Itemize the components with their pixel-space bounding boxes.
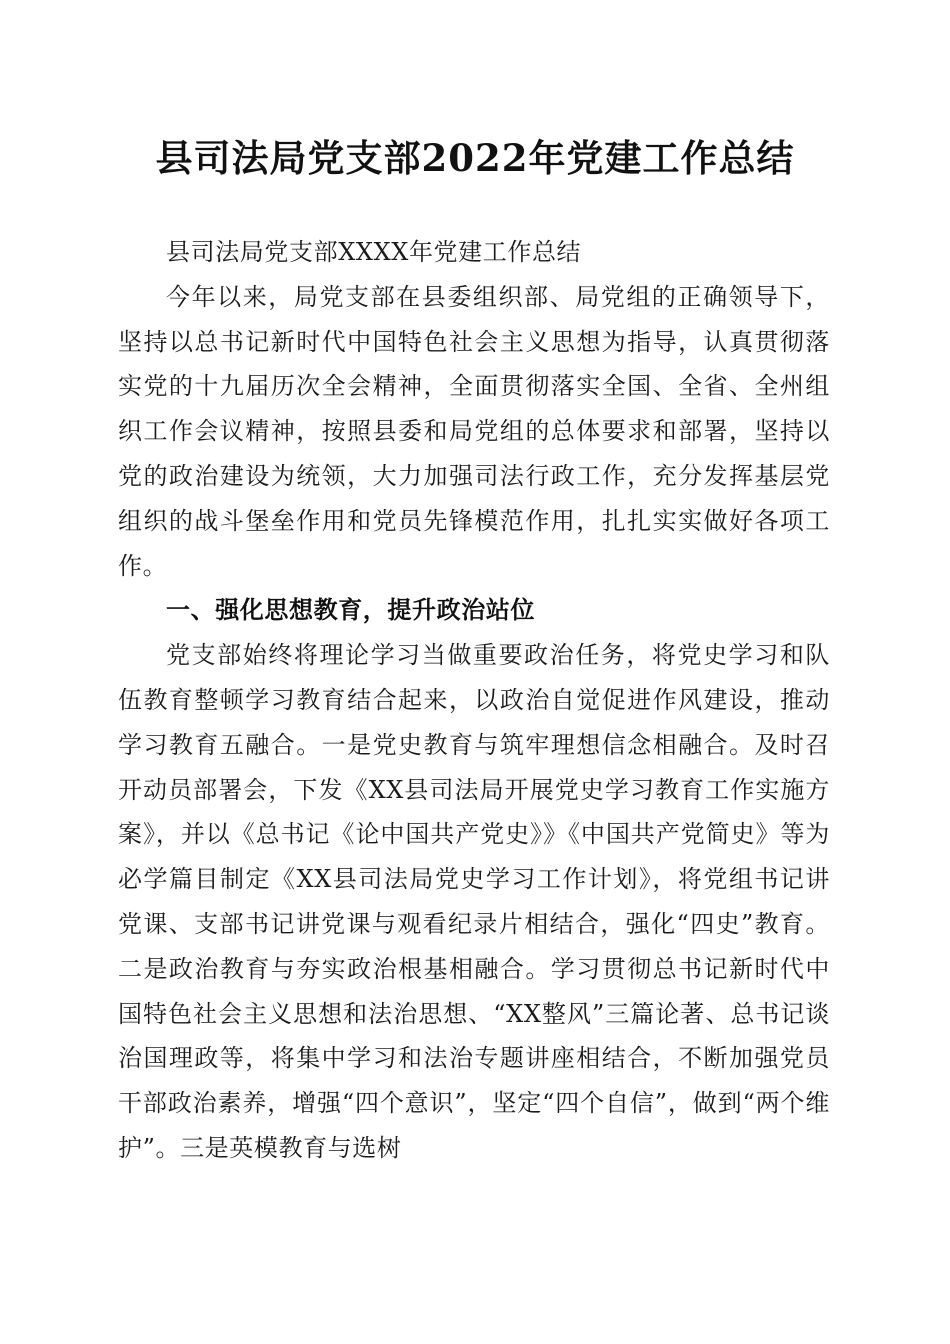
- section-heading: 一、强化思想教育，提升政治站位: [166, 596, 535, 625]
- subtitle-paragraph: 县司法局党支部XXXX年党建工作总结: [166, 238, 582, 266]
- intro-paragraph: 今年以来，局党支部在县委组织部、局党组的正确领导下，坚持以总书记新时代中国特色社会主义思想为指导，认真贯彻落实党的十九届历次全会精神，全面贯彻落实全国、全省、全州组织工作会议精神，按照县委和局党组的总体要求和部署，坚持以党的政治建设为统领，大力加强司法行政工作，充分发挥基层党组织的战斗堡垒作用和党员先锋模范作用，扎扎实实做好各项工作。: [118, 282, 830, 580]
- document-title: 县司法局党支部2022年党建工作总结: [155, 136, 795, 180]
- document-body: [118, 230, 830, 1171]
- section-paragraph: 党支部始终将理论学习当做重要政治任务，将党史学习和队伍教育整顿学习教育结合起来，以政治自觉促进作风建设，推动学习教育五融合。一是党史教育与筑牢理想信念相融合。及时召开动员部署会，下发《XX县司法局开展党史学习教育工作实施方案》，并以《总书记《论中国共产党史》》《中国共产党简史》等为必学篇目制定《XX县司法局党史学习工作计划》，将党组书记讲党课、支部书记讲党课与观看纪录片相结合，强化“四史”教育。二是政治教育与夯实政治根基相融合。学习贯彻总书记新时代中国特色社会主义思想和法治思想、“XX整风”三篇论著、总书记谈治国理政等，将集中学习和法治专题讲座相结合，不断加强党员干部政治素养，增强“四个意识”，坚定“四个自信”，做到“两个维护”。三是英模教育与选树: [118, 641, 830, 1162]
